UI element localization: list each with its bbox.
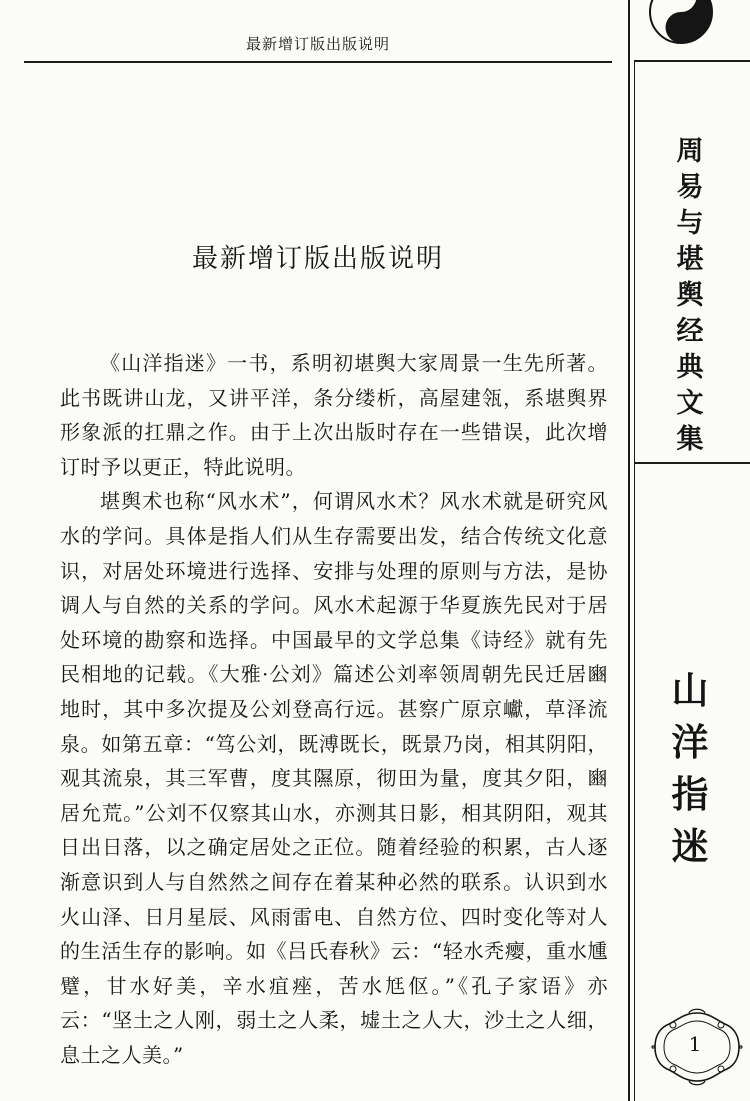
book-title <box>650 665 730 873</box>
paragraph-1: 《山洋指迷》一书，系明初堪舆大家周景一生先所著。此书既讲山龙，又讲平洋，条分缕析，高屋建瓴，系堪舆界形象派的扛鼎之作。由于上次出版时存在一些错误，此次增订时予以更正，特此说明。 <box>60 351 608 479</box>
sidebar-rule-top <box>634 60 750 62</box>
series-title-char: 易 <box>676 172 704 203</box>
book-title-char: 迷 <box>671 825 709 868</box>
sidebar-rule-middle <box>634 462 750 464</box>
series-title-char: 周 <box>676 136 704 167</box>
book-title-char: 洋 <box>671 721 709 764</box>
page-number: 1 <box>688 1032 702 1056</box>
series-title-char: 与 <box>676 208 704 239</box>
book-title-char: 山 <box>671 669 709 712</box>
body-text <box>60 346 608 1072</box>
series-title-char: 堪 <box>676 244 704 275</box>
paragraph-2: 堪舆术也称“风水术”，何谓风水术？风水术就是研究风水的学问。具体是指人们从生存需要出发，结合传统文化意识，对居处环境进行选择、安排与处理的原则与方法，是协调人与自然的关系的学问。风水术起源于华夏族先民对于居处环境的勘察和选择。中国最早的文学总集《诗经》就有先民相地的记载。《大雅·公刘》篇述公刘率领周朝先民迁居豳地时，其中多次提及公刘登高行远。甚察广原京巘，草泽流泉。如第五章：“笃公刘，既溥既长，既景乃岗，相其阴阳，观其流泉，其三军曹，度其隰原，彻田为量，度其夕阳，豳居允荒。”公刘不仅察其山水，亦测其日影，相其阴阳，观其日出日落，以之确定居处之正位。随着经验的积累，古人逐渐意识到人与自然然之间存在着某种必然的联系。认识到水火山泽、日月星辰、风雨雷电、自然方位、四时变化等对人的生活生存的影响。如《吕氏春秋》云：“轻水秃瘿，重水尰躄，甘水好美，辛水疽痤，苦水尪伛。”《孔子家语》亦云：“坚土之人刚，弱土之人柔，墟土之人大，沙土之人细，息土之人美。” <box>60 489 608 1067</box>
series-title-char: 文 <box>676 388 704 419</box>
sidebar-border-outer <box>628 0 630 1101</box>
book-title-char: 指 <box>671 773 709 816</box>
page-title: 最新增订版出版说明 <box>191 244 444 274</box>
running-header: 最新增订版出版说明 <box>245 35 390 53</box>
series-title-char: 经 <box>676 316 704 347</box>
series-title-char: 集 <box>676 424 704 455</box>
yin-yang-icon <box>644 0 718 50</box>
series-title-char: 典 <box>676 352 704 383</box>
header-rule <box>24 61 612 63</box>
series-title <box>660 134 720 458</box>
series-title-char: 舆 <box>676 280 704 311</box>
sidebar-border-inner <box>634 60 635 1101</box>
